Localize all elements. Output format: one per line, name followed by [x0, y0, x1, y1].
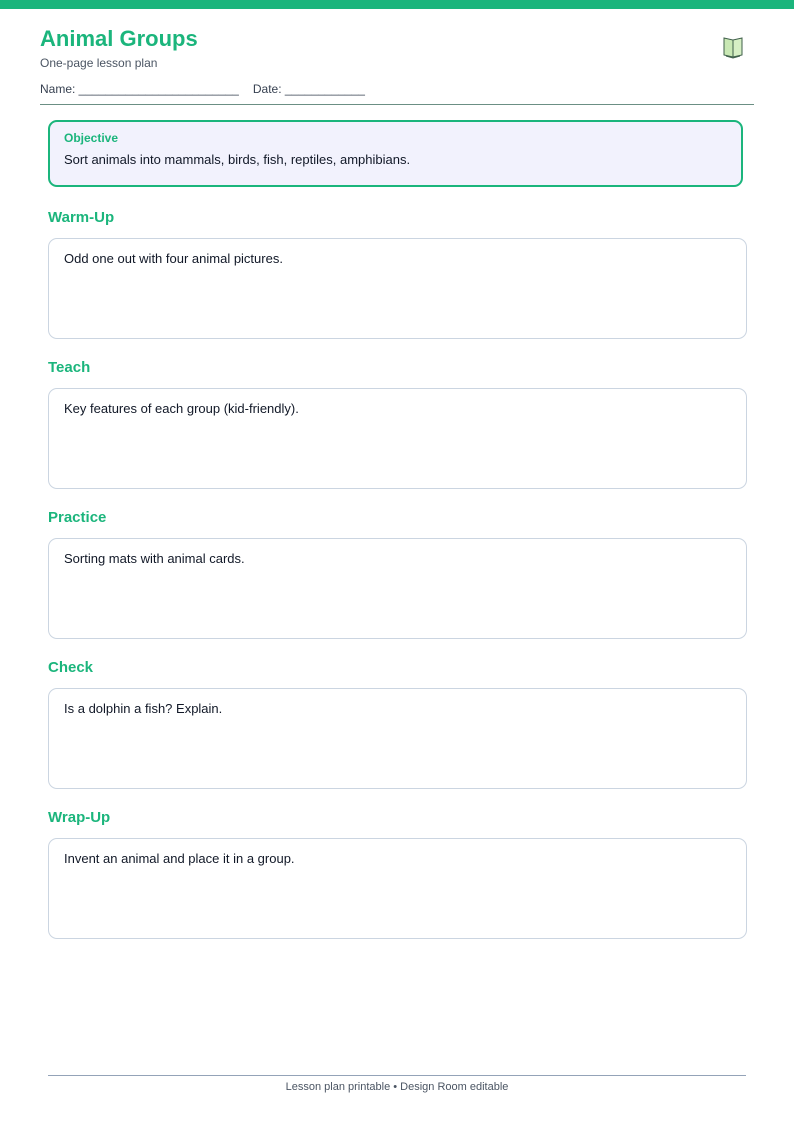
section-title-wrap-up: Wrap-Up — [48, 809, 111, 826]
section-text: Is a dolphin a fish? Explain. — [64, 701, 223, 716]
page-subtitle: One-page lesson plan — [40, 56, 158, 70]
objective-text: Sort animals into mammals, birds, fish, reptiles, amphibians. — [64, 152, 411, 167]
section-title-teach: Teach — [48, 359, 91, 376]
section-box-warm-up[interactable] — [48, 238, 747, 339]
section-text: Sorting mats with animal cards. — [64, 551, 245, 566]
student-fields — [40, 81, 365, 97]
top-accent-bar — [0, 0, 794, 9]
page-title: Animal Groups — [40, 26, 198, 51]
section-text: Odd one out with four animal pictures. — [64, 251, 283, 266]
book-icon — [722, 34, 746, 60]
section-title-warm-up: Warm-Up — [48, 209, 115, 226]
footer-divider — [48, 1075, 746, 1076]
section-box-wrap-up[interactable] — [48, 838, 747, 939]
section-box-check[interactable] — [48, 688, 747, 789]
section-title-practice: Practice — [48, 509, 107, 526]
name-field[interactable]: Name: ________________________ — [40, 82, 239, 96]
section-text: Invent an animal and place it in a group. — [64, 851, 295, 866]
section-text: Key features of each group (kid-friendly). — [64, 401, 299, 416]
header-divider — [40, 104, 754, 105]
section-box-teach[interactable] — [48, 388, 747, 489]
section-title-check: Check — [48, 659, 94, 676]
objective-label: Objective — [64, 131, 119, 145]
date-field[interactable]: Date: ____________ — [252, 82, 365, 96]
objective-box — [48, 120, 743, 187]
section-box-practice[interactable] — [48, 538, 747, 639]
footer-text: Lesson plan printable • Design Room editable — [285, 1081, 509, 1093]
